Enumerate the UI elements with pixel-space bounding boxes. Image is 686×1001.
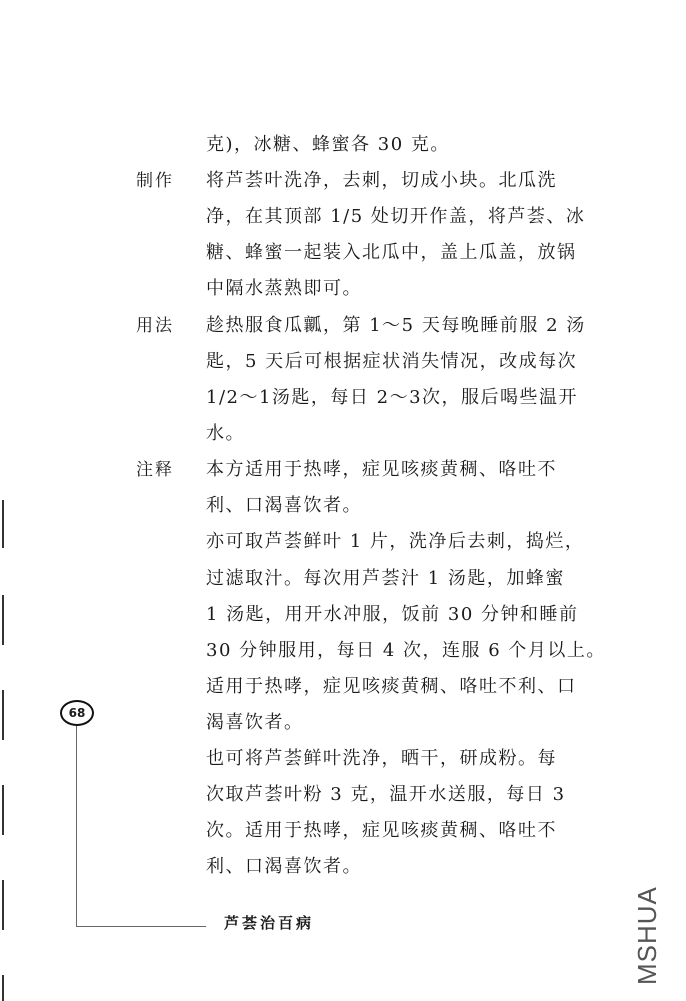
watermark: MSHUA xyxy=(632,886,662,985)
text-line xyxy=(0,380,686,416)
text-line xyxy=(0,271,686,307)
body-text: 1/2～1汤匙，每日 2～3次，服后喝些温开 xyxy=(206,387,579,408)
text-line xyxy=(0,416,686,452)
body-text: 利、口渴喜饮者。 xyxy=(206,495,362,516)
body-text: 次。适用于热哮，症见咳痰黄稠、咯吐不 xyxy=(206,820,557,841)
text-line xyxy=(0,308,686,344)
section-label-usage: 用法 xyxy=(136,316,174,336)
text-line xyxy=(0,597,686,633)
body-text: 克)，冰糖、蜂蜜各 30 克。 xyxy=(206,134,450,155)
text-line xyxy=(0,199,686,235)
margin-mark xyxy=(2,880,4,930)
page-number-badge: 68 xyxy=(60,700,94,726)
section-label-notes: 注释 xyxy=(136,460,174,480)
text-line xyxy=(0,561,686,597)
body-text: 过滤取汁。每次用芦荟汁 1 汤匙，加蜂蜜 xyxy=(206,568,565,589)
body-text: 也可将芦荟鲜叶洗净，晒干，研成粉。每 xyxy=(206,748,557,769)
body-text: 净，在其顶部 1/5 处切开作盖，将芦荟、冰 xyxy=(206,206,586,227)
body-text: 糖、蜂蜜一起装入北瓜中，盖上瓜盖，放锅 xyxy=(206,242,577,263)
text-line xyxy=(0,633,686,669)
text-line xyxy=(0,127,686,163)
body-text: 次取芦荟叶粉 3 克，温开水送服，每日 3 xyxy=(206,784,566,805)
text-line xyxy=(0,452,686,488)
book-title: 芦荟治百病 xyxy=(224,914,315,932)
text-line xyxy=(0,235,686,271)
body-text: 适用于热哮，症见咳痰黄稠、咯吐不利、口 xyxy=(206,676,577,697)
body-text: 亦可取芦荟鲜叶 1 片，洗净后去刺，捣烂， xyxy=(206,531,585,552)
body-text: 水。 xyxy=(206,423,245,444)
body-text: 趁热服食瓜瓤，第 1～5 天每晚睡前服 2 汤 xyxy=(206,315,586,336)
text-line xyxy=(0,163,686,199)
body-text: 将芦荟叶洗净，去刺，切成小块。北瓜洗 xyxy=(206,170,557,191)
text-line xyxy=(0,488,686,524)
margin-mark xyxy=(2,975,4,1001)
body-text: 本方适用于热哮，症见咳痰黄稠、咯吐不 xyxy=(206,459,557,480)
text-line xyxy=(0,849,686,885)
text-line xyxy=(0,705,686,741)
section-label-making: 制作 xyxy=(136,171,174,191)
text-line xyxy=(0,813,686,849)
body-text: 中隔水蒸熟即可。 xyxy=(206,278,362,299)
body-text: 1 汤匙，用开水冲服，饭前 30 分钟和睡前 xyxy=(206,604,579,625)
body-text: 30 分钟服用，每日 4 次，连服 6 个月以上。 xyxy=(206,640,606,661)
text-line xyxy=(0,524,686,560)
body-text: 匙，5 天后可根据症状消失情况，改成每次 xyxy=(206,351,578,372)
text-line xyxy=(0,344,686,380)
text-line xyxy=(0,777,686,813)
footer-horizontal-rule xyxy=(76,926,206,927)
text-line xyxy=(0,741,686,777)
body-text: 利、口渴喜饮者。 xyxy=(206,856,362,877)
body-text: 渴喜饮者。 xyxy=(206,712,304,733)
text-line xyxy=(0,669,686,705)
footer-vertical-rule xyxy=(76,726,77,926)
